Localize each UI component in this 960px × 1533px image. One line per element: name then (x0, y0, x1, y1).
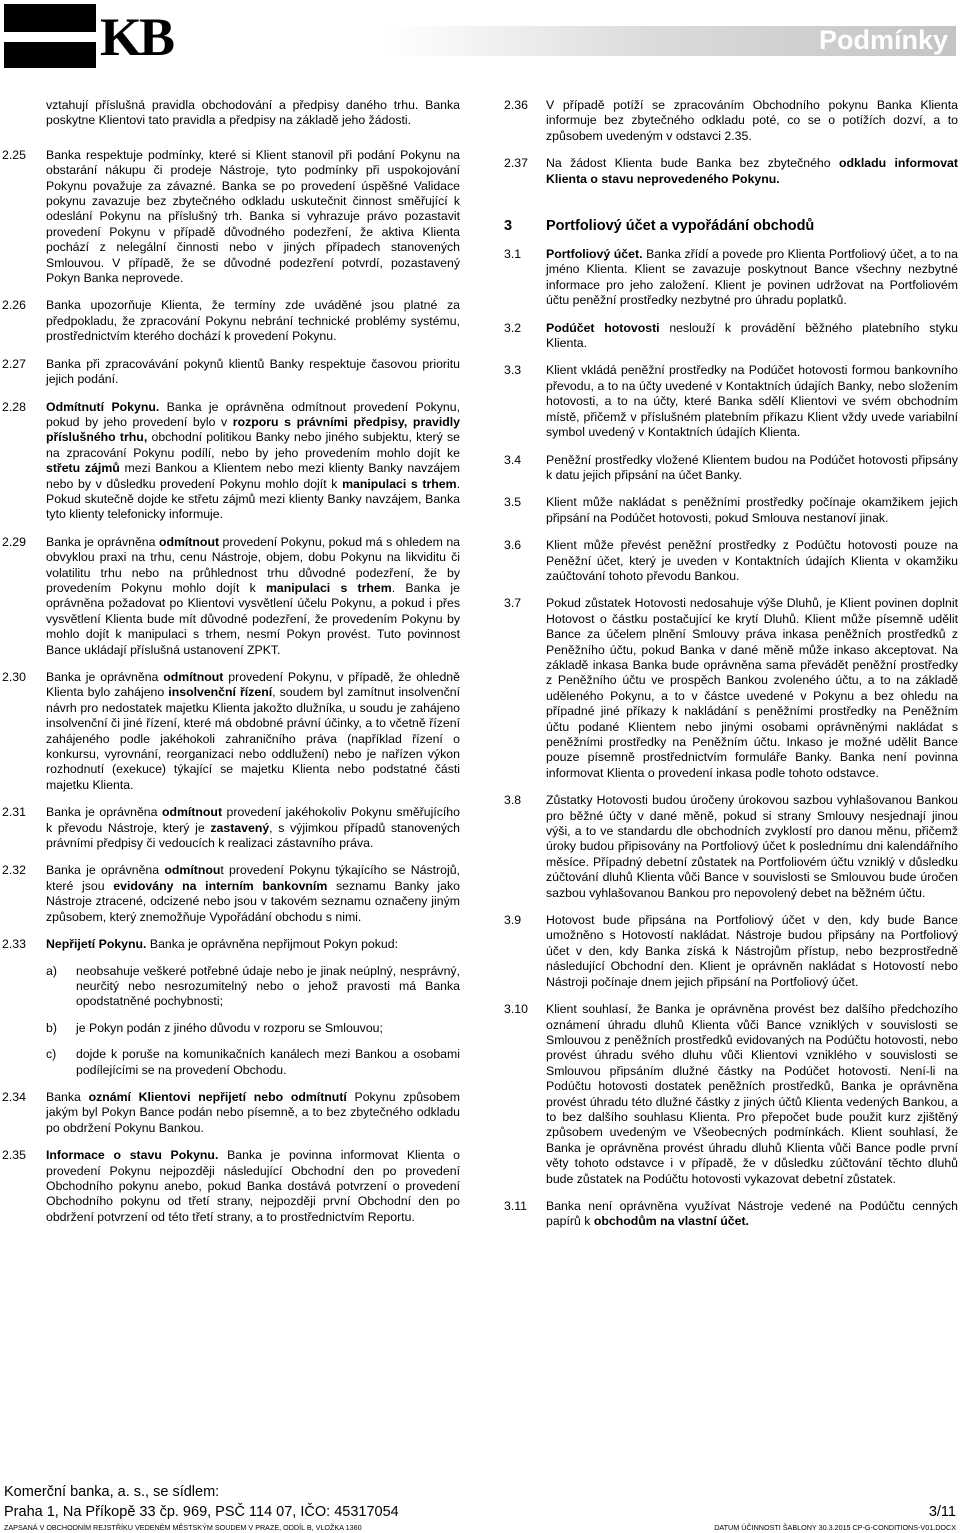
clause-number: 3.11 (504, 1198, 528, 1213)
clause-text: Banka respektuje podmínky, které si Klient stanovil při podání Pokynu na obstarání nákupu či prodeje Nástroje, tyto podmínky při uspokojování Pokynu považuje za závazné. Banka se po provedení úspěšné Validace pokynu zavazuje bez zbytečného odkladu uskutečnit činnost směřující k odeslání Pokynu na příslušný trh. Banka si vyhrazuje právo pozastavit provedení Pokynu v případě důvodného podezření, že aktiva Klienta pochází z nelegální činnosti nebo v jiných případech stanovených Smlouvou. V případě, že se důvodné podezření potvrdí, pozastavený Pokyn Banka neprovede. (46, 147, 460, 286)
bold-run: střetu zájmů (46, 461, 120, 476)
list-item (46, 1047, 460, 1078)
text-run: Banka je oprávněna nepřijmout Pokyn pokud: (146, 937, 399, 952)
clause-number: 2.27 (2, 356, 26, 371)
clause-heading: Portfoliový účet. (546, 247, 643, 262)
kb-logo-text: KB (100, 7, 173, 67)
clause-2-30 (2, 670, 460, 793)
page-number: 3/11 (928, 1504, 956, 1520)
clause-text (546, 156, 958, 187)
clause-heading: Podúčet hotovosti (546, 320, 660, 335)
bold-run: odmítnout (163, 670, 224, 684)
text-run: Banka zřídí a povede pro Klienta Portfoliový účet, a to na jméno Klienta. Klient se zavazuje poskytnout Bance všechny nezbytné informace pro jeho založení. Klient je povinen udržovat na Portfoliovém účtu peněžní prostředky nezbytné pro úhradu poplatků. (546, 247, 958, 308)
clause-number: 2.25 (2, 147, 26, 162)
bold-run: evidovány na interním bankovním (113, 878, 328, 893)
list-item (46, 964, 460, 1010)
text-run: , soudem byl zamítnut insolvenční návrh pro nedostatek majetku Klienta jakožto dlužníka, u soudu je zahájeno insolvenční či jiné řízení, které má obdobné právní účinky, a to včetně řízení zahájeného podle jakéhokoli zahraničního práva (například řízení o konkursu, vyrovnání, reorganizaci nebo oddlužení) nebo je nařízen výkon rozhodnutí (exekuce) týkající se majetku Klienta nebo podstatné části majetku Klienta. (46, 685, 460, 792)
clause-number: 2.31 (2, 805, 26, 820)
clause-text (46, 535, 460, 658)
clause-text: Banka při zpracovávání pokynů klientů Banky respektuje časovou prioritu jejich podání. (46, 356, 460, 387)
clause-number: 2.34 (2, 1089, 26, 1104)
footer-company: Komerční banka, a. s., se sídlem: (4, 1484, 220, 1500)
clause-number: 2.32 (2, 863, 26, 878)
clause-text (546, 321, 958, 352)
clause-number: 2.26 (2, 298, 26, 313)
section-number: 3 (504, 218, 513, 235)
clause-text (546, 1199, 958, 1230)
clause-2-34 (2, 1090, 460, 1136)
clause-2-25 (2, 148, 460, 287)
text-run: Banka je oprávněna (46, 534, 159, 549)
clause-text (46, 670, 460, 793)
clause-number: 2.30 (2, 670, 26, 684)
clause-3-8 (504, 793, 958, 901)
clause-number: 3.7 (504, 596, 522, 611)
clause-3-7 (504, 596, 958, 781)
clause-text: Klient souhlasí, že Banka je oprávněna provést bez dalšího předchozího oznámení úhradu dluhů Klienta vůči Bance vzniklých v souvislosti se Smlouvou z peněžních prostředků evidovaných na Podúčtu hotovosti, nebo provést úhradu svého dluhu vůči Klientovi vzniklého v souvislosti se Smlouvou připsáním dlužné částky na Podúčet hotovosti. Není-li na Podúčtu hotovosti dostatek peněžních prostředků, Banka je oprávněna provést úhradu této dlužné částky z jiných účtů Klienta vedených Bankou, a to bez dalšího souhlasu Klienta. Pro přepočet bude použit kurz zjištěný způsobem uvedeným ve Všeobecných podmínkách. Klient souhlasí, že Banka je oprávněna provést úhradu dluhů Klienta vůči Bance podle první věty tohoto odstavce i v případě, že v důsledku zúčtování těchto dluhů bude zůstatek na Podúčtu hotovosti vykazovat debetní zůstatek. (546, 1002, 958, 1186)
bold-run: odkladu informovat Klienta o stavu neprovedeného Pokynu. (546, 156, 958, 186)
clause-text: Klient může nakládat s peněžními prostředky počínaje okamžikem jejich připsání na Podúčet hotovosti, pokud Smlouva nestanoví jinak. (546, 495, 958, 525)
clause-number: 3.3 (504, 363, 522, 378)
list-item-marker: b) (46, 1020, 57, 1035)
text-run: provedení Pokynu, pokud má s ohledem na obvyklou praxi na trhu, cenu Nástroje, objem, dobu Pokynu na likviditu či volatilitu trhu nebo na průhlednost trhu důvodné podezření, že by provedením Pokynu mohlo dojít k (46, 534, 461, 595)
clause-2-36 (504, 98, 958, 144)
clause-text (46, 937, 460, 1078)
clause-3-9 (504, 913, 958, 990)
clause-3-5 (504, 495, 958, 526)
bold-run: manipulaci s trhem (265, 580, 392, 595)
clause-text (46, 400, 460, 523)
clause-heading: Odmítnutí Pokynu. (46, 399, 160, 414)
clause-number: 3.10 (504, 1002, 528, 1017)
clause-number: 3.1 (504, 247, 522, 262)
text-run: Banka je oprávněna (46, 805, 162, 820)
right-column (504, 98, 958, 1242)
clause-number: 3.4 (504, 452, 522, 467)
clause-number: 3.6 (504, 538, 522, 553)
clause-2-37 (504, 156, 958, 187)
clause-2-35 (2, 1148, 460, 1225)
text-run: Banka není oprávněna využívat Nástroje vedené na Podúčtu cenných papírů k (546, 1198, 958, 1229)
bold-run: insolvenční řízení (168, 685, 273, 700)
clause-text: Pokud zůstatek Hotovosti nedosahuje výše Dluhů, je Klient povinen doplnit Hotovost o částku postačující ke krytí Dluhů. Klient může písemně udělit Bance za účelem plnění Smlouvy práva inkasa peněžních prostředků z Peněžního účtu, pokud Banka v dané měně může inkaso akceptovat. Na základě inkasa Banka bude oprávněna sama převádět peněžní prostředky z Peněžního účtu ve prospěch Bankou zvoleného účtu, a to na základě uděleného Pokynu, a to v částce uvedené v Pokynu a bez ohledu na případné jiné příkazy k nakládání s peněžními prostředky na Peněžním účtu podané Klientem nebo jinými osobami oprávněnými nakládat s peněžními prostředky na Peněžním účtu. Inkaso je možné udělit Bance pouze písemně prostřednictvím formuláře Banky. Banka není povinna informovat Klienta o provedení inkasa podle tohoto odstavce. (546, 596, 958, 780)
text-run: Banka je povinna informovat Klienta o provedení Pokynu nejpozději následující Obchodní den po provedení Obchodního pokynu anebo, pokud Banka dostává potvrzení o provedení Obchodního pokynu od třetí strany, nejpozději první Obchodní den po obdržení potvrzení od této třetí strany, a to prostřednictvím Reportu. (46, 1148, 460, 1224)
text-run: Banka (46, 1089, 89, 1104)
clause-3-10 (504, 1002, 958, 1187)
list-item-marker: c) (46, 1047, 57, 1062)
clause-number: 2.37 (504, 156, 528, 171)
bold-run: manipulaci s trhem (342, 476, 457, 491)
footer-address: Praha 1, Na Příkopě 33 čp. 969, PSČ 114 07, IČO: 45317054 (4, 1504, 399, 1520)
clause-number: 2.29 (2, 534, 26, 549)
bold-run: odmítnou (164, 863, 221, 878)
clause-2-32 (2, 863, 460, 925)
clause-3-2 (504, 321, 958, 352)
clause-text: Peněžní prostředky vložené Klientem budou na Podúčet hotovosti připsány k datu jejich připsání na účet Banky. (546, 452, 958, 482)
clause-2-26 (2, 298, 460, 344)
clause-2-27 (2, 357, 460, 388)
text-run: Na žádost Klienta bude Banka bez zbytečného (546, 156, 839, 171)
text-run: provedení Pokynu, v případě, že ohledně Klienta bylo zahájeno (46, 670, 460, 700)
clause-3-1 (504, 247, 958, 309)
bold-run: odmítnout (161, 805, 223, 820)
clause-2-31 (2, 805, 460, 851)
text-run: , s výjimkou případů stanovených právními předpisy či vedoucích k realizaci zástavního práva. (46, 820, 461, 851)
clause-number: 3.5 (504, 495, 522, 510)
list-item-text: je Pokyn podán z jiného důvodu v rozporu se Smlouvou; (76, 1020, 383, 1035)
clause-text: Banka upozorňuje Klienta, že termíny zde uváděné jsou platné za předpokladu, že zpracování Pokynu nebrání technické problémy systému, prostřednictvím kterého dochází k provedení Pokynu. (46, 298, 460, 344)
clause-2-29 (2, 535, 460, 658)
clause-3-3 (504, 363, 958, 440)
section-heading-3 (504, 217, 958, 235)
clause-3-6 (504, 538, 958, 584)
clause-text (46, 805, 460, 851)
list-item-marker: a) (46, 963, 57, 978)
clause-3-11 (504, 1199, 958, 1230)
footer-template-validity: DATUM ÚČINNOSTI ŠABLONY 30.3.2015 CP-G-CONDITIONS-V01.DOCX (714, 1523, 956, 1532)
clause-text: Hotovost bude připsána na Portfoliový účet v den, kdy bude Bance umožněno s Hotovostí nakládat. Nástroje budou připsány na Portfoliový účet v den, kdy Banka získá k Nástrojům přístup, nebo bezprostředně následující Obchodní den. Klient je oprávněn nakládat s Hotovostí nebo Nástroji počínaje dnem jejich připsání na Portfoliový účet. (546, 913, 958, 989)
text-run: seznamu Banky jako Nástroje ztracené, odcizené nebo jsou v takovém seznamu označeny jiným způsobem, který znemožňuje Vypořádání obchodu s nimi. (46, 878, 460, 924)
clause-number: 3.2 (504, 320, 522, 335)
clause-heading: Informace o stavu Pokynu. (46, 1148, 219, 1163)
intro-continuation: vztahují příslušná pravidla obchodování a předpisy daného trhu. Banka poskytne Klientovi tato pravidla a předpisy na základě jeho žádosti. (46, 98, 460, 128)
text-run: t provedení Pokynu týkajícího se Nástrojů, které jsou (46, 863, 460, 893)
page-title: Podmínky (818, 25, 948, 55)
page-header (0, 0, 960, 70)
text-run: Banka je oprávněna (46, 863, 165, 878)
clause-text: Zůstatky Hotovosti budou úročeny úrokovou sazbou vyhlašovanou Bankou pro běžné účty v dané měně, pokud si strany Smlouvy nesjednají jinou výši, a to ve standardu dle obchodních zvyklostí pro danou měnu, přičemž úroky budou připisovány na Portfoliový účet k poslednímu dni kalendářního měsíce. Případný debetní zůstatek na Portfoliovém účtu vzniklý v důsledku zúčtování dluhů Klienta vůči Bance v souvislosti se Smlouvou bude úročen sazbou vyhlašovanou Bankou pro nepovolený debet na běžném účtu. (546, 793, 958, 900)
text-run: obchodní politikou Banky nebo jiného subjektu, který se na zpracování Pokynu podílí, nebo by jeho provedením mohlo dojít ke (46, 430, 460, 460)
clause-text (46, 1090, 460, 1136)
clause-text (46, 863, 460, 925)
clause-number: 2.33 (2, 937, 26, 952)
bold-run: rozporu s právními předpisy, pravidly příslušného trhu, (46, 414, 460, 445)
text-run: provedení jakéhokoliv Pokynu směřujícího k převodu Nástroje, který je (46, 805, 460, 835)
text-run: . Pokud skutečně dojde ke střetu zájmů mezi klienty Banky navzájem, Banka tyto klienty telefonicky informuje. (46, 476, 460, 522)
kb-logo-mark (4, 4, 96, 68)
clause-text: V případě potíží se zpracováním Obchodního pokynu Banka Klienta informuje bez zbytečného odkladu poté, co se o potížích dozví, a to způsobem uvedeným v odstavci 2.35. (546, 98, 958, 143)
text-run: mezi Bankou a Klientem nebo mezi klienty Banky navzájem nebo by v důsledku provedení Pokynu mohlo dojít k (46, 461, 460, 491)
clause-text (46, 1148, 460, 1225)
bold-run: odmítnout (158, 534, 220, 549)
title-band (388, 26, 956, 56)
clause-number: 2.28 (2, 399, 26, 414)
bold-run: obchodům na vlastní účet. (593, 1214, 749, 1229)
clause-text: Klient může převést peněžní prostředky z Podúčtu hotovosti pouze na Peněžní účet, který je uveden v Kontaktních údajích Klienta v okamžiku zaúčtování tohoto převodu Bankou. (546, 538, 958, 583)
bold-run: zastavený (210, 820, 270, 835)
bold-run: oznámí Klientovi nepřijetí nebo odmítnutí (88, 1089, 347, 1104)
clause-heading: Nepřijetí Pokynu. (46, 937, 147, 952)
text-run: Banka je oprávněna (46, 670, 164, 684)
text-run: Banka je oprávněna odmítnout provedení Pokynu, pokud by jeho provedení bylo v (46, 399, 460, 429)
clause-2-28 (2, 400, 460, 523)
clause-text (546, 247, 958, 309)
page-footer (4, 1483, 956, 1532)
clause-number: 3.8 (504, 793, 522, 808)
clause-2-33 (2, 937, 460, 1078)
clause-text: Klient vkládá peněžní prostředky na Podúčet hotovosti formou bankovního převodu, a to na účty uvedené v Kontaktních údajích Banky, nebo složením hotovosti, a to na účty, které Banka sdělí Klientovi ve svém obchodním místě, přičemž v příslušném platebním příkazu Klient vždy uvede variabilní symbol uvedený v Kontaktních údajích Klienta. (546, 363, 958, 440)
text-run: neslouží k provádění běžného platebního styku Klienta. (546, 320, 958, 351)
clause-number: 2.35 (2, 1148, 26, 1163)
clause-number: 3.9 (504, 913, 522, 928)
list-item-text: neobsahuje veškeré potřebné údaje nebo je jinak neúplný, nesprávný, neurčitý nebo nesrozumitelný nebo o jehož pravosti má Banka opodstatněné pochybnosti; (76, 963, 460, 1009)
clause-number: 2.36 (504, 98, 528, 112)
text-run: . Banka je oprávněna požadovat po Klientovi vysvětlení účelu Pokynu, a pokud i přes vysvětlení Klienta bude mít důvodné podezření, že provedením Pokynu by mohlo dojít k manipulaci s trhem, nesmí Pokyn provést. Tuto povinnost Bance ukládají příslušná ustanovení ZPKT. (46, 580, 460, 657)
footer-registry: ZAPSANÁ V OBCHODNÍM REJSTŘÍKU VEDENÉM MĚSTSKÝM SOUDEM V PRAZE, ODDÍL B, VLOŽKA 1360 (4, 1523, 362, 1532)
list-item-text: dojde k poruše na komunikačních kanálech mezi Bankou a osobami podílejícími se na provedení Obchodu. (76, 1047, 460, 1077)
list-item (46, 1021, 460, 1036)
clause-3-4 (504, 453, 958, 484)
section-title: Portfoliový účet a vypořádání obchodů (546, 218, 815, 235)
text-run: Pokynu způsobem jakým byl Pokyn Bance podán nebo písemně, a to bez zbytečného odkladu po obdržení Pokynu Bankou. (46, 1089, 460, 1135)
left-column (2, 98, 460, 1237)
